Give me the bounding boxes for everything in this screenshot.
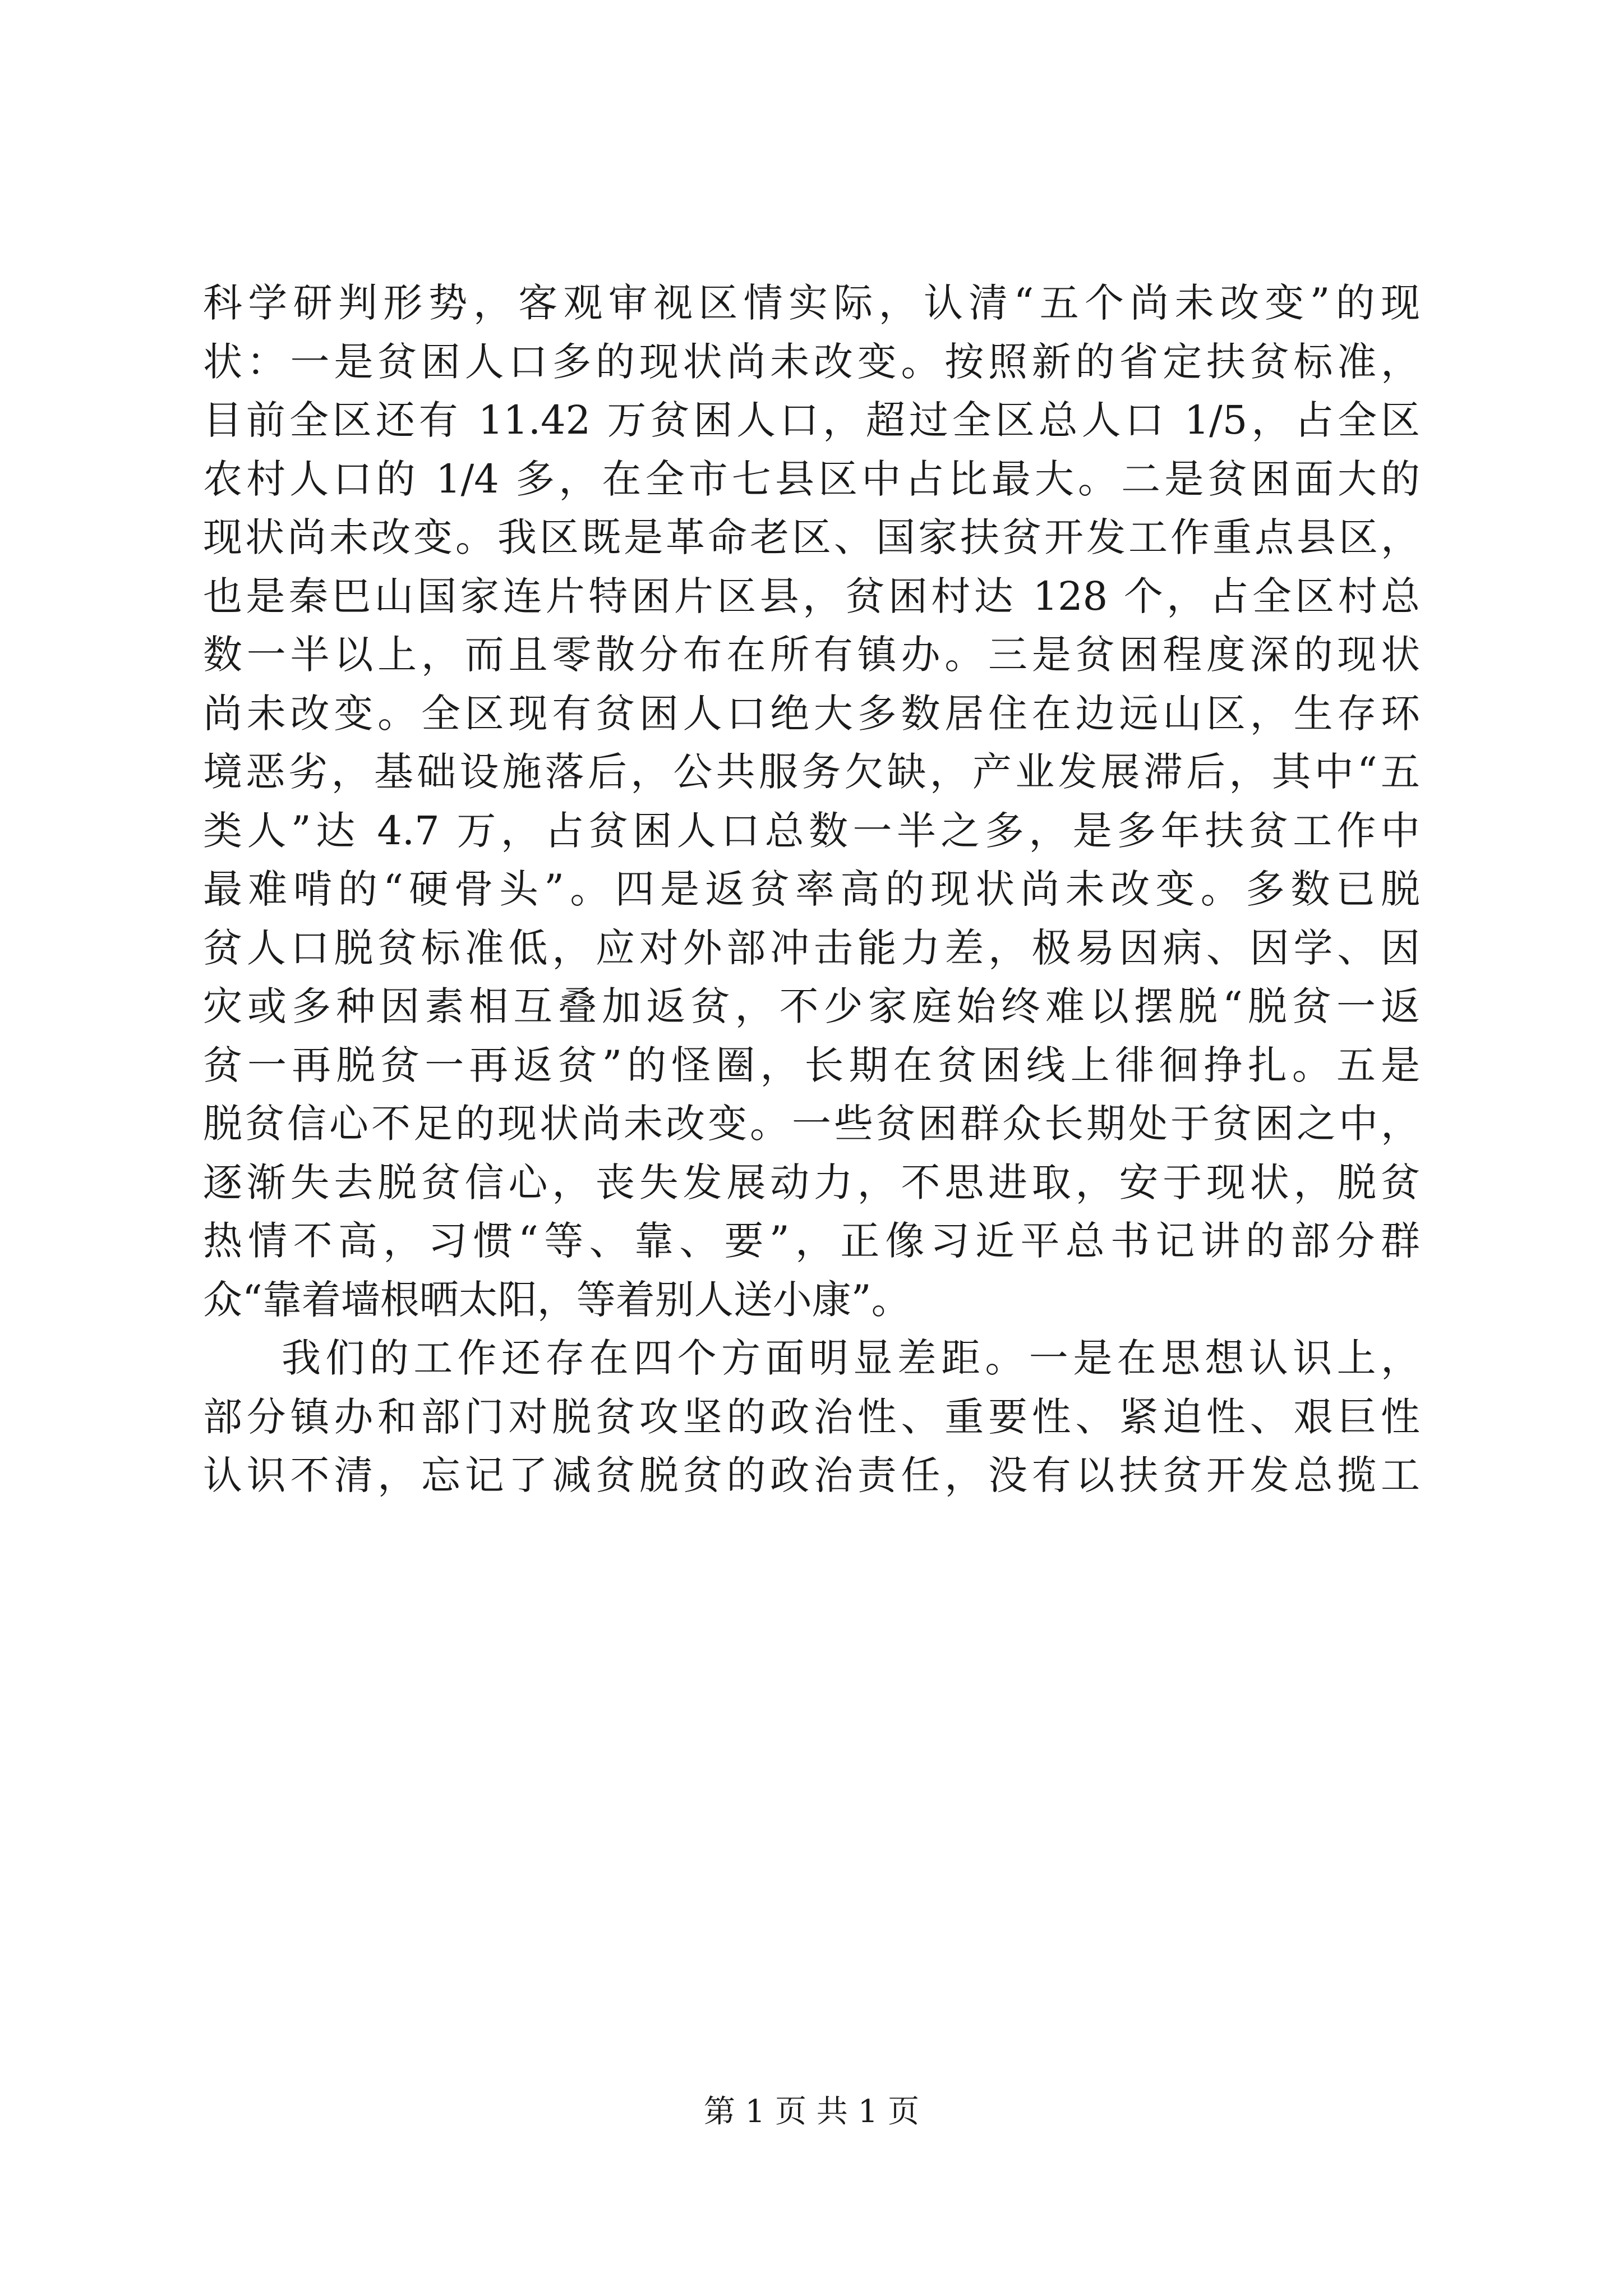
page-number-footer: 第 1 页 共 1 页 — [703, 2093, 920, 2130]
text-line: 现状尚未改变。我区既是革命老区、国家扶贫开发工作重点县区， — [203, 514, 1420, 560]
text-line: 境恶劣，基础设施落后，公共服务欠缺，产业发展滞后，其中“五 — [203, 749, 1420, 795]
text-line: 科学研判形势，客观审视区情实际，认清“五个尚未改变”的现 — [203, 280, 1420, 326]
text-line: 认识不清，忘记了减贫脱贫的政治责任，没有以扶贫开发总揽工 — [203, 1452, 1420, 1498]
text-line: 逐渐失去脱贫信心，丧失发展动力，不思进取，安于现状，脱贫 — [203, 1159, 1420, 1205]
text-line: 最难啃的“硬骨头”。四是返贫率高的现状尚未改变。多数已脱 — [203, 866, 1420, 912]
text-line: 热情不高，习惯“等、靠、要”，正像习近平总书记讲的部分群 — [203, 1218, 1420, 1264]
text-line: 也是秦巴山国家连片特困片区县，贫困村达 128 个，占全区村总 — [203, 573, 1420, 619]
text-line: 数一半以上，而且零散分布在所有镇办。三是贫困程度深的现状 — [203, 632, 1420, 678]
body-text — [203, 274, 1420, 1505]
text-line: 目前全区还有 11.42 万贫困人口，超过全区总人口 1/5，占全区 — [203, 397, 1420, 443]
text-line: 我们的工作还存在四个方面明显差距。一是在思想认识上， — [282, 1335, 1420, 1381]
text-line: 类人”达 4.7 万，占贫困人口总数一半之多，是多年扶贫工作中 — [203, 807, 1420, 854]
text-line: 尚未改变。全区现有贫困人口绝大多数居住在边远山区，生存环 — [203, 690, 1420, 737]
text-line: 部分镇办和部门对脱贫攻坚的政治性、重要性、紧迫性、艰巨性 — [203, 1393, 1420, 1440]
text-line: 贫人口脱贫标准低，应对外部冲击能力差，极易因病、因学、因 — [203, 924, 1420, 971]
text-line: 灾或多种因素相互叠加返贫，不少家庭始终难以摆脱“脱贫一返 — [203, 983, 1420, 1029]
text-line: 贫一再脱贫一再返贫”的怪圈，长期在贫困线上徘徊挣扎。五是 — [203, 1042, 1420, 1088]
text-line: 农村人口的 1/4 多，在全市七县区中占比最大。二是贫困面大的 — [203, 455, 1420, 502]
text-line: 状：一是贫困人口多的现状尚未改变。按照新的省定扶贫标准， — [203, 338, 1420, 385]
text-line: 脱贫信心不足的现状尚未改变。一些贫困群众长期处于贫困之中， — [203, 1101, 1420, 1147]
text-line: 众“靠着墙根晒太阳，等着别人送小康”。 — [203, 1276, 911, 1323]
